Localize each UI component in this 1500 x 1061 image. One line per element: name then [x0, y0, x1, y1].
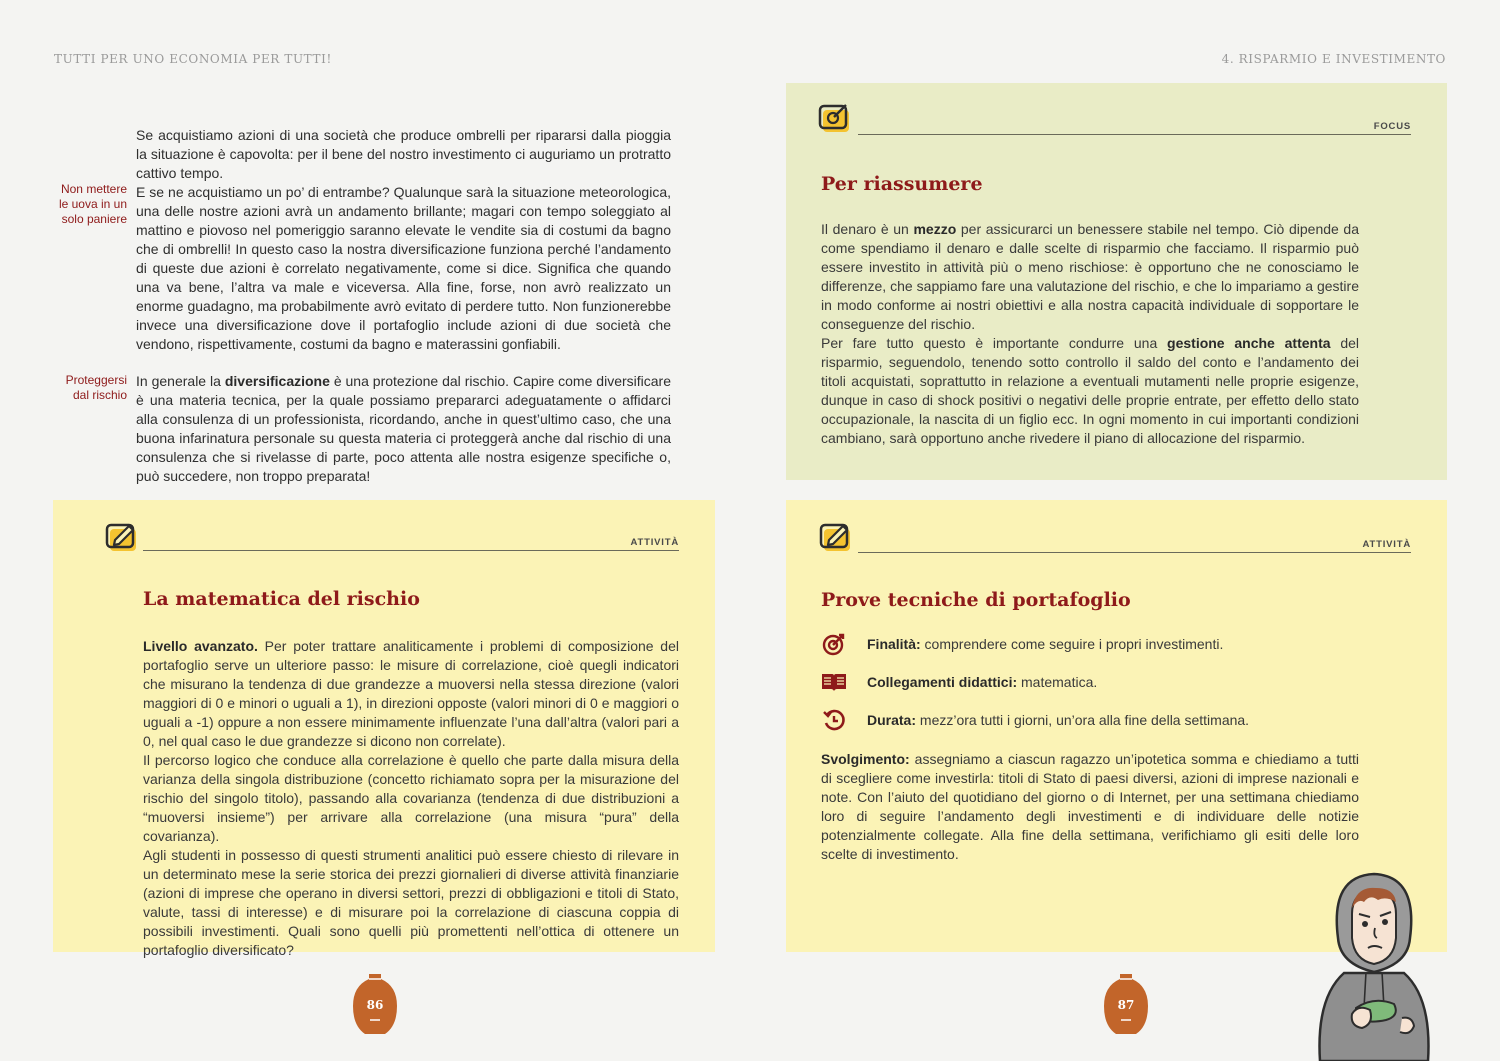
- item-duration: Durata: mezz’ora tutti i giorni, un’ora alla fine della settimana.: [821, 708, 1249, 732]
- item-links: Collegamenti didattici: matematica.: [821, 670, 1097, 694]
- bold-gestione: gestione anche attenta: [1167, 335, 1331, 351]
- pencil-note-icon: [105, 522, 139, 556]
- page-number-right: 87: [1100, 972, 1152, 1038]
- left-body-text: [136, 126, 671, 354]
- activity-description: Svolgimento: assegniamo a ciascun ragazzo un’ipotetica somma e chiediamo a tutti di scegliere come investirla: titoli di Stato di paesi diversi, azioni di imprese nazionali e note. Con l’aiuto del quotidiano del giorno o di Internet, per una settimana chiediamo loro di seguire l’andamento degli investimenti e di individuare delle notizie potenzialmente collegate. Alla fine della settimana, verifichiamo gli esiti delle loro scelte di investimento.: [821, 751, 1359, 862]
- running-head-left: TUTTI PER UNO ECONOMIA PER TUTTI!: [54, 52, 332, 66]
- item-purpose: Finalità: comprendere come seguire i propri investimenti.: [821, 632, 1223, 656]
- focus-label: FOCUS: [1373, 121, 1411, 132]
- bold-diversificazione: diversificazione: [224, 373, 330, 389]
- paragraph-diversification: E se ne acquistiamo un po’ di entrambe? Qualunque sarà la situazione meteorologica, una delle nostre azioni avrà un andamento brillante; magari con tempo soleggiato al mattino e piovoso nel pomeriggio saranno elevate le vendite sia di costumi da bagno che di ombrelli! In questo caso la nostra diversificazione funziona perché l’andamento di queste due azioni è correlato negativamente, come si dice. Significa che quando una va bene, l’altra va male e viceversa. Alla fine, forse, non avrò realizzato un enorme guadagno, ma probabilmente avrò evitato di perdere tutto. Non funzionerebbe invece una diversificazione dove il portafoglio include azioni di due società che vendono, rispettivamente, costumi da bagno e materassini gonfiabili.: [136, 184, 671, 352]
- activity-text: Livello avanzato. Per poter trattare analiticamente i problemi di composizione del portafoglio serve un ulteriore passo: le misure di correlazione, cioè quegli indicatori che misurano la tendenza di due grandezze a muoversi nella stessa direzione (valori maggiori di 0 e minori o uguali a 1), in direzioni opposte (valori minori di 0 e maggiori o uguali a -1) oppure a non essere minimamente influenzate l’una dall’altra (valori pari a 0, nel qual caso le due grandezze si dicono non correlate). Il percorso logico che conduce alla correlazione è quello che parte dalla misura della varianza della singola distribuzione (concetto richiamato sopra per la misurazione del rischio del singolo titolo), passando alla covarianza (tendenza di due distribuzioni a “muoversi insieme”) per arrivare alla correlazione (una misura “pura” della covarianza). Agli studenti in possesso di questi strumenti analitici può essere chiesto di rilevare in un determinato mese la serie storica dei prezzi giornalieri di diverse attività finanziarie (azioni di imprese che operano in diversi settori, prezzi di obbligazioni e titoli di Stato, valute, tassi di interesse) e di misurare poi la correlazione di ciascuna coppia di possibili investimenti. Quali sono quelli più promettenti nell’ottica di ottenere un portafoglio diversificato?: [143, 638, 679, 958]
- bold-mezzo: mezzo: [913, 221, 957, 237]
- target-note-icon: [818, 103, 852, 137]
- margin-note-risk: Proteggersi dal rischio: [65, 373, 127, 402]
- running-head-right: 4. RISPARMIO E INVESTIMENTO: [1221, 52, 1446, 66]
- paragraph-umbrellas: Se acquistiamo azioni di una società che produce ombrelli per ripararsi dalla pioggia la situazione è capovolta: per il bene del nostro investimento ci auguriamo un protratto cattivo tempo.: [136, 127, 671, 181]
- hooded-boy-illustration: [1316, 868, 1432, 1061]
- box-rule: [143, 550, 679, 551]
- focus-text: Il denaro è un mezzo per assicurarci un benessere stabile nel tempo. Ciò dipende da come spendiamo il denaro e dalle scelte di risparmio che facciamo. Il risparmio può essere investito in attività più o meno rischiose: è opportuno che ne conosciamo le differenze, che sappiamo fare una valutazione del rischio, e che lo impariamo a gestire in modo conforme ai nostri obiettivi e alla nostra capacità individuale di sopportare le conseguenze del rischio. Per fare tutto questo è importante condurre una gestione anche attenta del risparmio, seguendolo, tenendo sotto controllo il saldo del conto e l’andamento dei titoli acquistati, soprattutto in relazione a eventuali mutamenti nelle proprie esigenze, dunque in caso di shock positivi o negativi delle proprie entrate, per effetto dello stato occupazionale, la nascita di un figlio ecc. In ogni momento in cui importanti condizioni cambiano, sarà opportuno anche rivedere il piano di allocazione del risparmio.: [821, 221, 1359, 446]
- activity-label: ATTIVITÀ: [1362, 539, 1411, 550]
- box-rule: [858, 134, 1411, 135]
- activity-title: Prove tecniche di portafoglio: [821, 589, 1131, 611]
- activity-box-left: [53, 500, 715, 958]
- book-icon: [821, 671, 847, 693]
- activity-title: La matematica del rischio: [143, 588, 420, 610]
- focus-title: Per riassumere: [821, 173, 983, 195]
- box-rule: [858, 552, 1411, 553]
- page-number-left: 86: [349, 972, 401, 1038]
- level-label: Livello avanzato.: [143, 638, 258, 654]
- activity-label: ATTIVITÀ: [630, 537, 679, 548]
- paragraph-protection: In generale la diversificazione è una protezione dal rischio. Capire come diversificare è una materia tecnica, per la quale possiamo prepararci adeguatamente o affidarci alla consulenza di un professionista, ricordando, anche in quest’ultimo caso, che una buona infarinatura personale su questa materia ci proteggerà anche dal rischio di una consulenza che si rivelasse di parte, poco attenta alle nostra esigenze specifiche o, può succedere, non troppo preparata!: [136, 373, 671, 484]
- pencil-note-icon: [819, 522, 853, 556]
- timer-icon: [822, 708, 846, 732]
- margin-note-eggs: Non mettere le uova in un solo paniere: [58, 182, 127, 226]
- target-icon: [822, 632, 846, 656]
- focus-box: [786, 83, 1447, 480]
